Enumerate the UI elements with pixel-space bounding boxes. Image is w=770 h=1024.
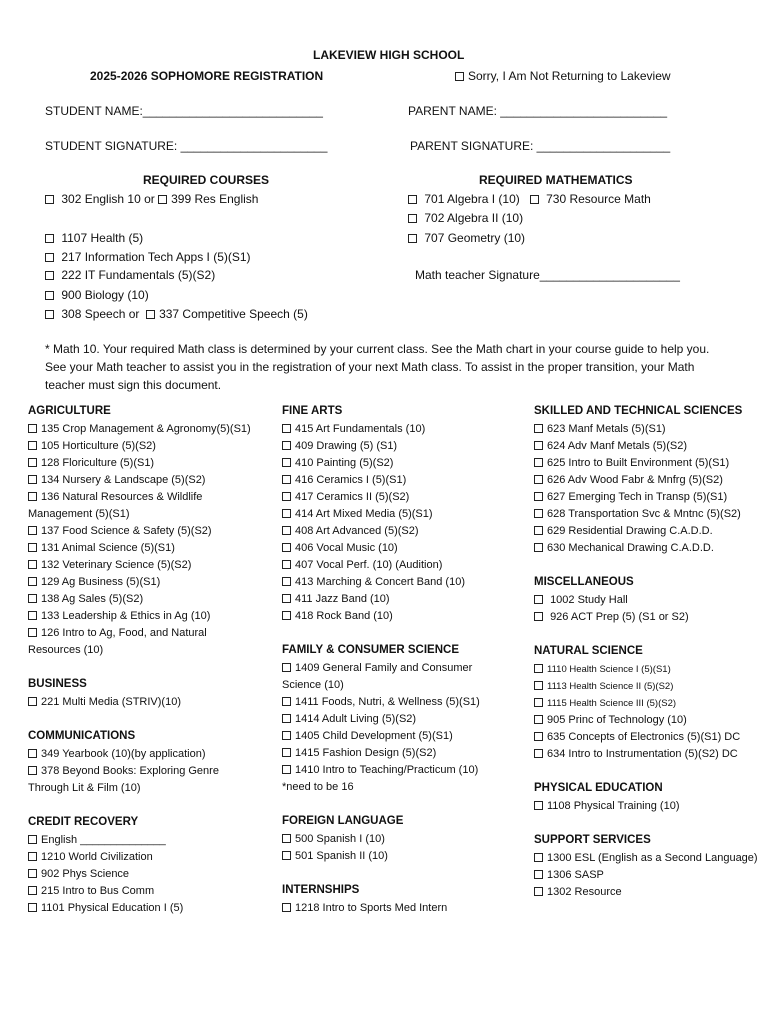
course-item[interactable] xyxy=(282,745,507,762)
competitive-speech-checkbox[interactable] xyxy=(146,310,155,319)
required-item[interactable] xyxy=(45,231,143,245)
school-name: LAKEVIEW HIGH SCHOOL xyxy=(313,48,465,62)
checkbox[interactable] xyxy=(28,475,37,484)
communications-heading: COMMUNICATIONS xyxy=(28,730,136,742)
natural-science-heading: NATURAL SCIENCE xyxy=(534,645,643,657)
checkbox[interactable] xyxy=(28,526,37,535)
checkbox[interactable] xyxy=(534,612,543,621)
course-item[interactable] xyxy=(282,848,507,865)
course-label: 1108 Physical Training (10) xyxy=(547,800,680,812)
required-item[interactable] xyxy=(45,288,149,302)
checkbox[interactable] xyxy=(28,886,37,895)
course-label: 500 Spanish I (10) xyxy=(295,833,385,845)
course-label: 414 Art Mixed Media (5)(S1) xyxy=(295,508,433,520)
student-signature-field[interactable]: STUDENT SIGNATURE: ______________________ xyxy=(45,139,328,153)
course-label: 1410 Intro to Teaching/Practicum (10) xyxy=(295,764,479,776)
course-item[interactable] xyxy=(534,540,759,557)
family-consumer-heading: FAMILY & CONSUMER SCIENCE xyxy=(282,644,459,656)
course-label: 624 Adv Manf Metals (5)(S2) xyxy=(547,440,688,452)
checkbox[interactable] xyxy=(28,835,37,844)
checkbox[interactable] xyxy=(282,526,291,535)
checkbox[interactable] xyxy=(45,253,54,262)
parent-name-field[interactable]: PARENT NAME: _________________________ xyxy=(408,104,668,118)
agriculture-heading: AGRICULTURE xyxy=(28,405,111,417)
checkbox[interactable] xyxy=(28,577,37,586)
course-label: 1110 Health Science I (5)(S1) xyxy=(547,664,671,675)
form-title: 2025-2026 SOPHOMORE REGISTRATION xyxy=(90,69,324,83)
course-item[interactable] xyxy=(28,574,253,591)
course-item[interactable] xyxy=(534,609,759,626)
speech-checkbox[interactable] xyxy=(45,310,54,319)
course-item[interactable] xyxy=(534,798,759,815)
checkbox[interactable] xyxy=(282,424,291,433)
column-middle xyxy=(282,403,507,917)
course-label: 134 Nursery & Landscape (5)(S2) xyxy=(41,474,206,486)
course-item[interactable] xyxy=(282,489,507,506)
course-item[interactable] xyxy=(282,900,507,917)
checkbox[interactable] xyxy=(45,271,54,280)
column-right xyxy=(534,403,759,901)
english-choice-row xyxy=(45,192,258,206)
checkbox[interactable] xyxy=(534,526,543,535)
checkbox[interactable] xyxy=(534,595,543,604)
miscellaneous-heading: MISCELLANEOUS xyxy=(534,576,634,588)
course-label: 406 Vocal Music (10) xyxy=(295,542,398,554)
course-item[interactable] xyxy=(534,438,759,455)
checkbox[interactable] xyxy=(534,492,543,501)
course-item[interactable] xyxy=(28,489,253,523)
checkbox[interactable] xyxy=(28,543,37,552)
course-label: 626 Adv Wood Fabr & Mnfrg (5)(S2) xyxy=(547,474,723,486)
not-returning-label: Sorry, I Am Not Returning to Lakeview xyxy=(468,69,671,83)
course-label: 415 Art Fundamentals (10) xyxy=(295,423,426,435)
course-label: 349 Yearbook (10)(by application) xyxy=(41,748,206,760)
course-label: 1113 Health Science II (5)(S2) xyxy=(547,681,674,692)
course-item[interactable] xyxy=(28,866,253,883)
course-item[interactable] xyxy=(28,438,253,455)
checkbox[interactable] xyxy=(28,611,37,620)
required-math-heading: REQUIRED MATHEMATICS xyxy=(479,173,633,187)
course-item[interactable] xyxy=(282,762,507,779)
checkbox[interactable] xyxy=(534,749,543,758)
course-label: 416 Ceramics I (5)(S1) xyxy=(295,474,407,486)
checkbox[interactable] xyxy=(282,475,291,484)
resource-math-label: 730 Resource Math xyxy=(546,192,651,206)
course-label: 411 Jazz Band (10) xyxy=(295,593,390,605)
foreign-language-heading: FOREIGN LANGUAGE xyxy=(282,815,404,827)
checkbox[interactable] xyxy=(282,509,291,518)
course-item[interactable] xyxy=(534,695,759,712)
algebra2-checkbox[interactable] xyxy=(408,214,417,223)
course-item[interactable] xyxy=(534,867,759,884)
checkbox[interactable] xyxy=(282,663,291,672)
course-item[interactable] xyxy=(282,694,507,711)
checkbox[interactable] xyxy=(534,458,543,467)
fine-arts-heading: FINE ARTS xyxy=(282,405,343,417)
not-returning-checkbox[interactable] xyxy=(455,72,464,81)
course-item[interactable] xyxy=(28,883,253,900)
checkbox[interactable] xyxy=(28,749,37,758)
course-label: 126 Intro to Ag, Food, and Natural Resources (10) xyxy=(28,627,207,656)
checkbox[interactable] xyxy=(28,560,37,569)
course-item[interactable] xyxy=(534,489,759,506)
checkbox[interactable] xyxy=(28,492,37,501)
checkbox[interactable] xyxy=(534,509,543,518)
checkbox[interactable] xyxy=(534,543,543,552)
checkbox[interactable] xyxy=(534,870,543,879)
course-item[interactable] xyxy=(28,900,253,917)
course-label: 625 Intro to Built Environment (5)(S1) xyxy=(547,457,730,469)
course-item[interactable] xyxy=(534,661,759,678)
course-label: 1002 Study Hall xyxy=(550,594,628,606)
checkbox[interactable] xyxy=(282,492,291,501)
checkbox[interactable] xyxy=(282,458,291,467)
checkbox[interactable] xyxy=(534,475,543,484)
res-english-label: 399 Res English xyxy=(171,192,259,206)
course-label: 1115 Health Science III (5)(S2) xyxy=(547,698,677,709)
course-item[interactable] xyxy=(534,729,759,746)
course-item[interactable] xyxy=(534,850,759,867)
course-label: 221 Multi Media (STRIV)(10) xyxy=(41,696,181,708)
checkbox[interactable] xyxy=(282,543,291,552)
checkbox[interactable] xyxy=(28,869,37,878)
student-name-field[interactable]: STUDENT NAME:___________________________ xyxy=(45,104,323,118)
checkbox[interactable] xyxy=(282,748,291,757)
course-label: 136 Natural Resources & Wildlife Management (5)(S1) xyxy=(28,491,203,520)
course-item[interactable] xyxy=(28,625,253,659)
course-label: 105 Horticulture (5)(S2) xyxy=(41,440,156,452)
checkbox[interactable] xyxy=(28,697,37,706)
internships-heading: INTERNSHIPS xyxy=(282,884,360,896)
course-label: 630 Mechanical Drawing C.A.D.D. xyxy=(547,542,714,554)
required-item-label: 217 Information Tech Apps I (5)(S1) xyxy=(61,250,251,264)
course-label: 418 Rock Band (10) xyxy=(295,610,393,622)
course-label: 1302 Resource xyxy=(547,886,622,898)
course-label: 1101 Physical Education I (5) xyxy=(41,902,184,914)
course-label: 409 Drawing (5) (S1) xyxy=(295,440,398,452)
course-item[interactable] xyxy=(28,763,253,797)
course-label: English ______________ xyxy=(41,834,166,846)
geometry-label: 707 Geometry (10) xyxy=(424,231,526,245)
course-label: 137 Food Science & Safety (5)(S2) xyxy=(41,525,212,537)
course-item[interactable] xyxy=(534,472,759,489)
credit-recovery-heading: CREDIT RECOVERY xyxy=(28,816,139,828)
course-item[interactable] xyxy=(534,678,759,695)
course-item[interactable] xyxy=(534,746,759,763)
course-label: 1306 SASP xyxy=(547,869,604,881)
course-label: 215 Intro to Bus Comm xyxy=(41,885,155,897)
course-item[interactable] xyxy=(282,557,507,574)
course-label: 623 Manf Metals (5)(S1) xyxy=(547,423,666,435)
course-label: 905 Princ of Technology (10) xyxy=(547,714,687,726)
checkbox[interactable] xyxy=(534,681,543,690)
course-label: 501 Spanish II (10) xyxy=(295,850,388,862)
course-label: 128 Floriculture (5)(S1) xyxy=(41,457,155,469)
course-label: 407 Vocal Perf. (10) (Audition) xyxy=(295,559,443,571)
course-label: 1415 Fashion Design (5)(S2) xyxy=(295,747,437,759)
course-label: 1411 Foods, Nutri, & Wellness (5)(S1) xyxy=(295,696,480,708)
algebra2-label: 702 Algebra II (10) xyxy=(424,211,524,225)
course-item[interactable] xyxy=(282,574,507,591)
course-item[interactable] xyxy=(534,421,759,438)
course-item[interactable] xyxy=(28,694,253,711)
course-label: 1300 ESL (English as a Second Language) xyxy=(547,852,758,864)
course-item[interactable] xyxy=(282,540,507,557)
course-label: 138 Ag Sales (5)(S2) xyxy=(41,593,144,605)
course-item[interactable] xyxy=(534,506,759,523)
course-label: 408 Art Advanced (5)(S2) xyxy=(295,525,419,537)
required-item-label: 222 IT Fundamentals (5)(S2) xyxy=(61,268,216,282)
course-label: 629 Residential Drawing C.A.D.D. xyxy=(547,525,713,537)
checkbox[interactable] xyxy=(534,715,543,724)
checkbox[interactable] xyxy=(282,834,291,843)
course-label: 1218 Intro to Sports Med Intern xyxy=(295,902,448,914)
course-item[interactable] xyxy=(282,711,507,728)
english-10-checkbox[interactable] xyxy=(45,195,54,204)
checkbox[interactable] xyxy=(282,903,291,912)
course-label: 410 Painting (5)(S2) xyxy=(295,457,394,469)
checkbox[interactable] xyxy=(282,714,291,723)
course-label: 129 Ag Business (5)(S1) xyxy=(41,576,161,588)
course-label: 635 Concepts of Electronics (5)(S1) DC xyxy=(547,731,741,743)
course-item[interactable] xyxy=(534,592,759,609)
math-teacher-signature-field[interactable]: Math teacher Signature_____________________ xyxy=(415,268,680,282)
checkbox[interactable] xyxy=(534,732,543,741)
course-item[interactable] xyxy=(28,557,253,574)
checkbox[interactable] xyxy=(45,291,54,300)
support-services-heading: SUPPORT SERVICES xyxy=(534,834,651,846)
checkbox[interactable] xyxy=(28,766,37,775)
algebra2-item[interactable] xyxy=(408,211,523,225)
course-label: 926 ACT Prep (5) (S1 or S2) xyxy=(550,611,689,623)
geometry-item[interactable] xyxy=(408,231,525,245)
course-item[interactable] xyxy=(28,455,253,472)
checkbox[interactable] xyxy=(28,852,37,861)
checkbox[interactable] xyxy=(534,887,543,896)
course-item[interactable] xyxy=(534,523,759,540)
res-english-checkbox[interactable] xyxy=(158,195,167,204)
checkbox[interactable] xyxy=(282,594,291,603)
checkbox[interactable] xyxy=(28,458,37,467)
checkbox[interactable] xyxy=(45,234,54,243)
course-item[interactable] xyxy=(28,849,253,866)
speech-label: 308 Speech or xyxy=(61,307,140,321)
checkbox[interactable] xyxy=(28,903,37,912)
checkbox[interactable] xyxy=(282,731,291,740)
course-item[interactable] xyxy=(28,591,253,608)
checkbox[interactable] xyxy=(282,851,291,860)
required-item-label: 900 Biology (10) xyxy=(61,288,149,302)
course-item[interactable] xyxy=(282,608,507,625)
checkbox[interactable] xyxy=(28,628,37,637)
course-label: 413 Marching & Concert Band (10) xyxy=(295,576,465,588)
checkbox[interactable] xyxy=(282,560,291,569)
course-item[interactable] xyxy=(282,506,507,523)
required-courses-heading: REQUIRED COURSES xyxy=(143,173,270,187)
math-note: * Math 10. Your required Math class is determined by your current class. See the Math chart in your course guide to help you. See your Math teacher to assist you in the registration of your next Math class. To assist in the proper transition, your Math teacher must sign this document. xyxy=(45,342,710,392)
course-item[interactable] xyxy=(28,421,253,438)
speech-choice-row xyxy=(45,307,308,321)
checkbox[interactable] xyxy=(282,697,291,706)
checkbox[interactable] xyxy=(534,698,543,707)
business-heading: BUSINESS xyxy=(28,678,87,690)
checkbox[interactable] xyxy=(282,611,291,620)
required-item[interactable] xyxy=(45,268,215,282)
geometry-checkbox[interactable] xyxy=(408,234,417,243)
course-item[interactable] xyxy=(282,472,507,489)
course-item[interactable] xyxy=(534,455,759,472)
required-item[interactable] xyxy=(45,250,251,264)
course-label: 135 Crop Management & Agronomy(5)(S1) xyxy=(41,423,251,435)
course-label: 132 Veterinary Science (5)(S2) xyxy=(41,559,192,571)
physical-education-heading: PHYSICAL EDUCATION xyxy=(534,782,663,794)
checkbox[interactable] xyxy=(282,577,291,586)
skilled-tech-heading: SKILLED AND TECHNICAL SCIENCES xyxy=(534,405,743,417)
course-item[interactable] xyxy=(282,523,507,540)
course-item[interactable] xyxy=(28,540,253,557)
course-label: 634 Intro to Instrumentation (5)(S2) DC xyxy=(547,748,738,760)
course-label: 131 Animal Science (5)(S1) xyxy=(41,542,175,554)
algebra1-checkbox[interactable] xyxy=(408,195,417,204)
resource-math-checkbox[interactable] xyxy=(530,195,539,204)
checkbox[interactable] xyxy=(534,801,543,810)
course-label: 133 Leadership & Ethics in Ag (10) xyxy=(41,610,211,622)
course-item[interactable] xyxy=(534,712,759,729)
course-item[interactable] xyxy=(28,523,253,540)
course-item[interactable] xyxy=(282,660,507,694)
competitive-speech-label: 337 Competitive Speech (5) xyxy=(159,307,308,321)
course-item[interactable] xyxy=(28,746,253,763)
required-item-label: 1107 Health (5) xyxy=(61,231,144,245)
checkbox[interactable] xyxy=(282,441,291,450)
course-item[interactable] xyxy=(282,455,507,472)
algebra1-label: 701 Algebra I (10) xyxy=(424,192,520,206)
course-item[interactable] xyxy=(282,438,507,455)
checkbox[interactable] xyxy=(534,424,543,433)
course-label: 1210 World Civilization xyxy=(41,851,153,863)
checkbox[interactable] xyxy=(534,853,543,862)
column-left xyxy=(28,403,253,917)
course-label: 378 Beyond Books: Exploring Genre Through Lit & Film (10) xyxy=(28,765,219,794)
course-label: 417 Ceramics II (5)(S2) xyxy=(295,491,410,503)
not-returning-option[interactable] xyxy=(455,69,671,83)
course-item[interactable] xyxy=(534,884,759,901)
course-item[interactable] xyxy=(282,728,507,745)
course-item[interactable] xyxy=(28,832,253,849)
course-item[interactable] xyxy=(282,421,507,438)
course-item[interactable] xyxy=(28,472,253,489)
course-label: 1405 Child Development (5)(S1) xyxy=(295,730,453,742)
course-label: 628 Transportation Svc & Mntnc (5)(S2) xyxy=(547,508,741,520)
math-row-1 xyxy=(408,192,651,206)
course-label: 902 Phys Science xyxy=(41,868,130,880)
parent-signature-field[interactable]: PARENT SIGNATURE: ____________________ xyxy=(410,139,671,153)
checkbox[interactable] xyxy=(534,664,543,673)
family-consumer-footnote: *need to be 16 xyxy=(282,781,354,793)
course-item[interactable] xyxy=(282,831,507,848)
checkbox[interactable] xyxy=(28,594,37,603)
checkbox[interactable] xyxy=(282,765,291,774)
course-label: 1409 General Family and Consumer Science (10) xyxy=(282,662,473,691)
english-10-label: 302 English 10 or xyxy=(61,192,155,206)
course-item[interactable] xyxy=(282,591,507,608)
checkbox[interactable] xyxy=(28,424,37,433)
checkbox[interactable] xyxy=(28,441,37,450)
course-item[interactable] xyxy=(28,608,253,625)
course-label: 627 Emerging Tech in Transp (5)(S1) xyxy=(547,491,728,503)
course-label: 1414 Adult Living (5)(S2) xyxy=(295,713,417,725)
checkbox[interactable] xyxy=(534,441,543,450)
